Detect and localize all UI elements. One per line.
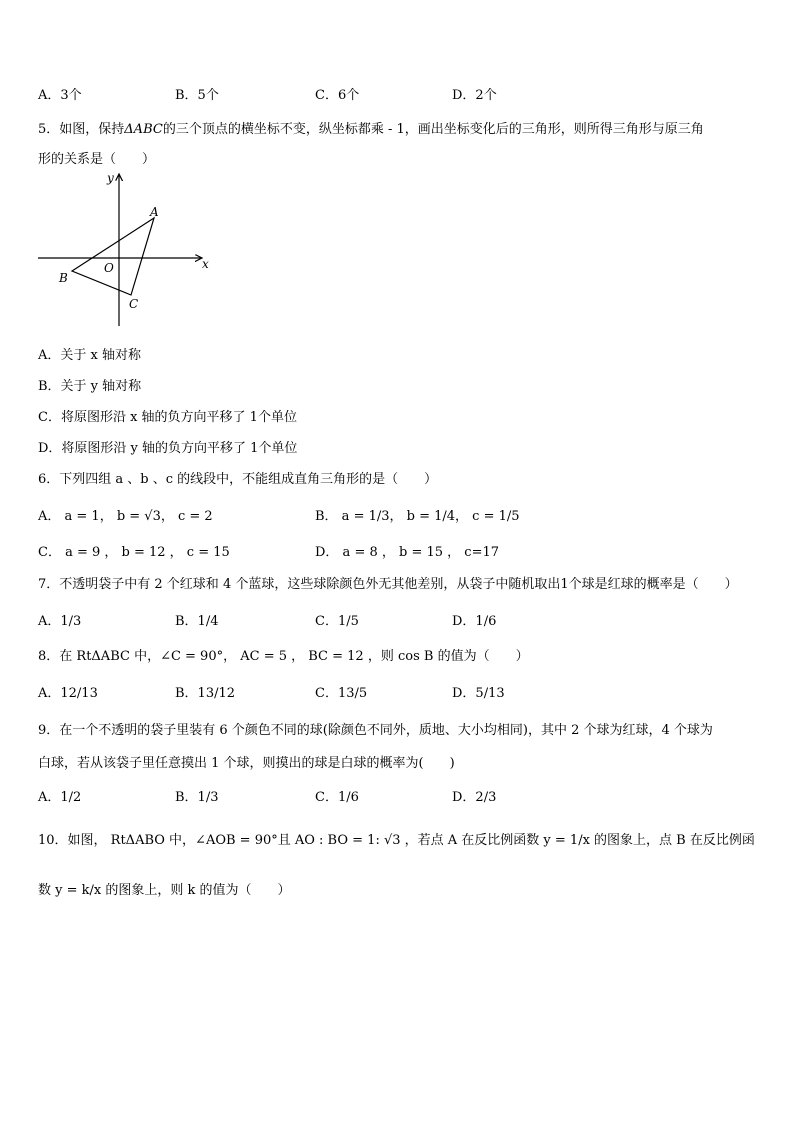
q9-option-a[interactable]: A．1/2 (38, 790, 82, 805)
q6-option-c[interactable]: C． a = 9 ， b = 12 ， c = 15 (38, 545, 230, 560)
q10-stem-line1: 10．如图， RtΔABO 中，∠AOB = 90°且 AO : BO = 1: √3 ，若点 A 在反比例函数 y = 1/x 的图象上，点 B 在反比例函 (38, 833, 755, 848)
q5-coordinate-figure (30, 168, 220, 333)
q7-option-d[interactable]: D．1/6 (452, 614, 497, 629)
q8-option-d[interactable]: D．5/13 (452, 686, 505, 701)
x-axis-label: x (202, 257, 209, 271)
vertex-c-label: C (129, 297, 139, 311)
q5-option-a[interactable]: A．关于 x 轴对称 (38, 348, 141, 363)
q8-option-b[interactable]: B．13/12 (175, 686, 236, 701)
y-axis-label: y (107, 171, 114, 185)
q9-option-c[interactable]: C．1/6 (315, 790, 359, 805)
q9-stem-line1: 9．在一个不透明的袋子里装有 6 个颜色不同的球(除颜色不同外，质地、大小均相同)，其中 2 个球为红球，4 个球为 (38, 723, 713, 738)
q6-option-a[interactable]: A． a = 1， b = √3， c = 2 (38, 509, 213, 524)
q5-stem-line1 (38, 118, 704, 137)
q7-option-b[interactable]: B．1/4 (175, 614, 219, 629)
q9-option-b[interactable]: B．1/3 (175, 790, 219, 805)
origin-label: O (104, 261, 114, 275)
q7-option-a[interactable]: A．1/3 (38, 614, 82, 629)
q4-option-d[interactable]: D．2个 (452, 88, 497, 103)
q9-option-d[interactable]: D．2/3 (452, 790, 497, 805)
q5-option-d[interactable]: D．将原图形沿 y 轴的负方向平移了 1个单位 (38, 441, 298, 456)
q8-stem: 8．在 RtΔABC 中，∠C = 90°， AC = 5 ， BC = 12 ，则 cos B 的值为（ ） (38, 649, 529, 664)
q7-option-c[interactable]: C．1/5 (315, 614, 359, 629)
q10-stem-line2: 数 y = k/x 的图象上，则 k 的值为（ ） (38, 883, 291, 898)
triangle-abc (72, 218, 154, 295)
q5-stem-part2: 的三个顶点的横坐标不变，纵坐标都乘 - 1，画出坐标变化后的三角形，则所得三角形与原三角 (162, 122, 704, 137)
q5-stem-line2: 形的关系是（ ） (38, 152, 156, 167)
q6-stem: 6．下列四组 a 、b 、c 的线段中，不能组成直角三角形的是（ ） (38, 472, 438, 487)
q5-option-c[interactable]: C．将原图形沿 x 轴的负方向平移了 1个单位 (38, 410, 297, 425)
q4-option-a[interactable]: A．3个 (38, 88, 82, 103)
q7-stem: 7．不透明袋子中有 2 个红球和 4 个蓝球，这些球除颜色外无其他差别，从袋子中随机取出1个球是红球的概率是（ ） (38, 577, 738, 592)
vertex-a-label: A (150, 205, 159, 219)
q6-option-d[interactable]: D． a = 8 ， b = 15 ， c=17 (315, 545, 499, 560)
q6-option-b[interactable]: B． a = 1/3， b = 1/4， c = 1/5 (315, 509, 520, 524)
q9-stem-line2: 白球，若从该袋子里任意摸出 1 个球，则摸出的球是白球的概率为( ) (38, 756, 455, 771)
q5-option-b[interactable]: B．关于 y 轴对称 (38, 379, 142, 394)
q8-option-c[interactable]: C．13/5 (315, 686, 368, 701)
q8-option-a[interactable]: A．12/13 (38, 686, 98, 701)
q4-option-b[interactable]: B．5个 (175, 88, 219, 103)
q4-option-c[interactable]: C．6个 (315, 88, 360, 103)
vertex-b-label: B (59, 271, 68, 285)
q5-triangle-name: ΔABC (124, 122, 163, 137)
q5-number: 5． (38, 122, 60, 137)
q5-stem-part1: 如图，保持 (59, 122, 125, 137)
